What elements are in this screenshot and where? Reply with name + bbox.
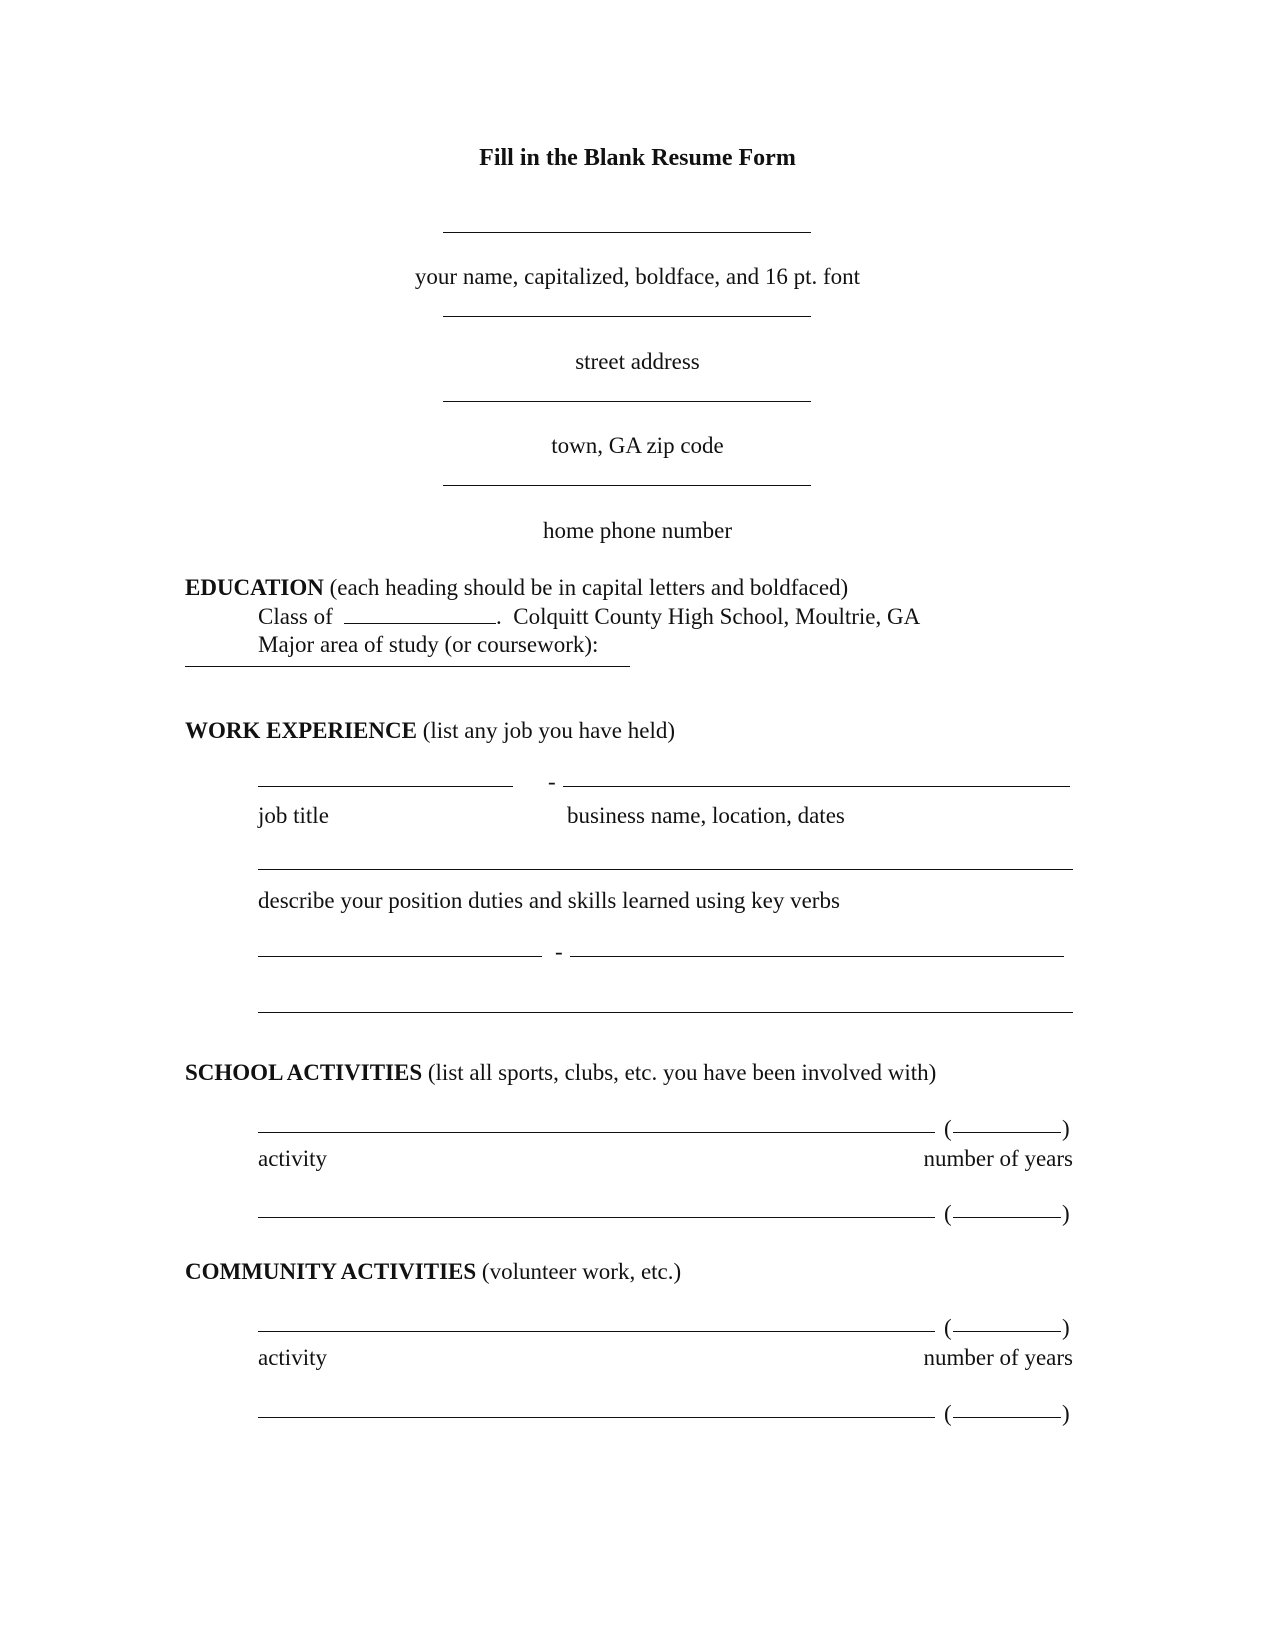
duties-blank-1[interactable]	[258, 869, 1073, 870]
dash: -	[555, 939, 563, 964]
school-activities-section-heading	[185, 1061, 936, 1084]
major-label: Major area of study (or coursework):	[258, 632, 599, 657]
name-label: your name, capitalized, boldface, and 16 pt. font	[414, 264, 861, 289]
community-activities-section-heading	[185, 1260, 681, 1283]
open-paren: (	[944, 1401, 952, 1426]
street-address-label: street address	[575, 349, 700, 374]
school-activities-note: (list all sports, clubs, etc. you have been involved with)	[422, 1060, 937, 1085]
school-years-blank-1[interactable]	[953, 1132, 1061, 1133]
street-address-blank[interactable]	[443, 316, 811, 317]
close-paren: )	[1062, 1116, 1070, 1141]
dash: -	[548, 769, 556, 794]
community-activity-blank-2[interactable]	[258, 1417, 935, 1418]
job-title-label: job title	[258, 803, 329, 828]
class-of-label: Class of	[258, 604, 333, 629]
job-title-blank-2[interactable]	[258, 956, 542, 957]
phone-blank[interactable]	[443, 485, 811, 486]
duties-label: describe your position duties and skills learned using key verbs	[258, 888, 840, 913]
business-label: business name, location, dates	[567, 803, 845, 828]
community-activities-heading: COMMUNITY ACTIVITIES	[185, 1259, 477, 1284]
job-title-blank-1[interactable]	[258, 786, 513, 787]
class-year-blank[interactable]	[344, 623, 496, 624]
phone-label: home phone number	[542, 518, 733, 543]
community-years-label: number of years	[923, 1345, 1073, 1370]
education-heading: EDUCATION	[185, 575, 324, 600]
school-activity-blank-2[interactable]	[258, 1217, 935, 1218]
education-section-heading	[185, 576, 848, 599]
major-blank[interactable]	[185, 666, 630, 667]
community-activity-blank-1[interactable]	[258, 1331, 935, 1332]
school-name: . Colquitt County High School, Moultrie, GA	[496, 604, 921, 629]
open-paren: (	[944, 1315, 952, 1340]
school-activity-blank-1[interactable]	[258, 1132, 935, 1133]
work-note: (list any job you have held)	[416, 718, 676, 743]
school-years-label: number of years	[923, 1146, 1073, 1171]
work-section-heading	[185, 719, 675, 742]
work-heading: WORK EXPERIENCE	[185, 718, 417, 743]
community-activity-label: activity	[258, 1345, 327, 1370]
town-zip-label: town, GA zip code	[551, 433, 724, 458]
open-paren: (	[944, 1116, 952, 1141]
close-paren: )	[1062, 1201, 1070, 1226]
page-title: Fill in the Blank Resume Form	[479, 145, 796, 171]
name-blank[interactable]	[443, 232, 811, 233]
business-blank-2[interactable]	[570, 956, 1064, 957]
business-blank-1[interactable]	[563, 786, 1070, 787]
close-paren: )	[1062, 1315, 1070, 1340]
community-activities-note: (volunteer work, etc.)	[476, 1259, 682, 1284]
school-years-blank-2[interactable]	[953, 1217, 1061, 1218]
open-paren: (	[944, 1201, 952, 1226]
school-activity-label: activity	[258, 1146, 327, 1171]
town-zip-blank[interactable]	[443, 401, 811, 402]
school-activities-heading: SCHOOL ACTIVITIES	[185, 1060, 423, 1085]
community-years-blank-1[interactable]	[953, 1331, 1061, 1332]
close-paren: )	[1062, 1401, 1070, 1426]
community-years-blank-2[interactable]	[953, 1417, 1061, 1418]
duties-blank-2[interactable]	[258, 1012, 1073, 1013]
education-note: (each heading should be in capital letters and boldfaced)	[323, 575, 849, 600]
